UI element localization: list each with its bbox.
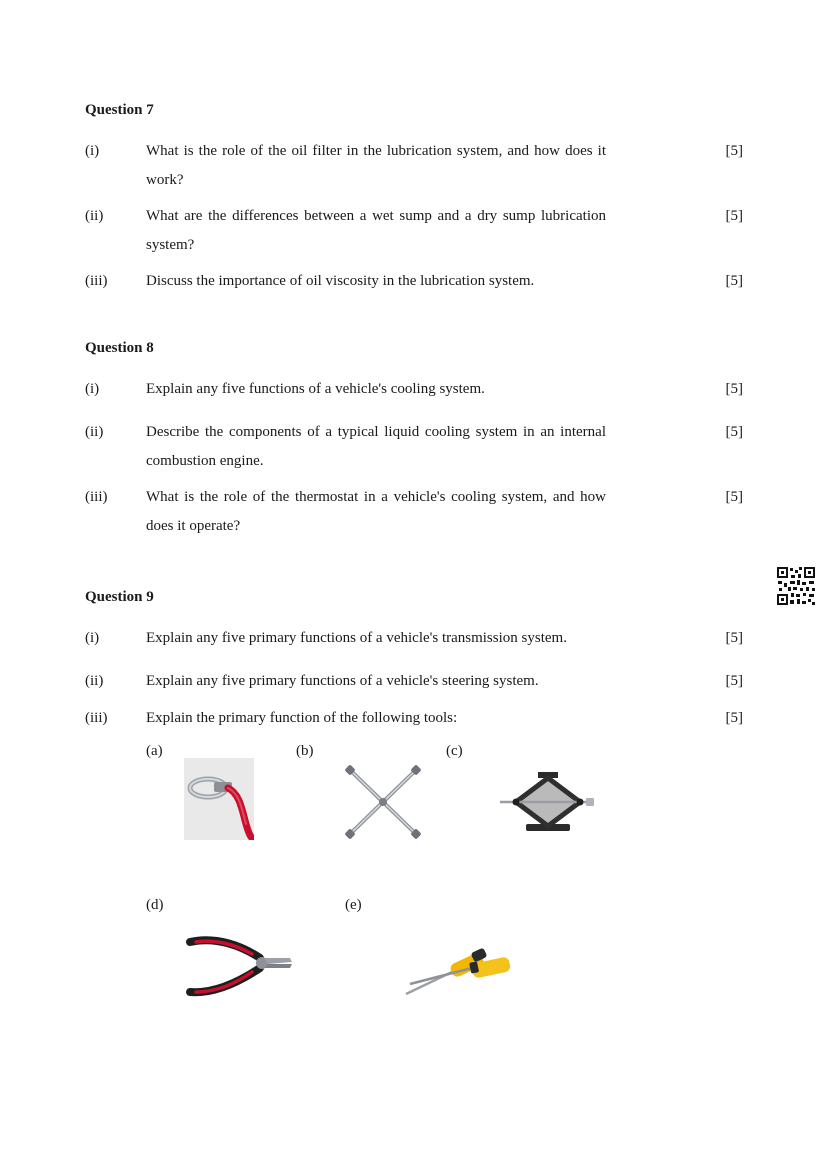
question-7-item-ii [85, 202, 745, 260]
item-text: Explain the primary function of the following tools: [146, 710, 458, 726]
item-number: (iii) [85, 489, 108, 505]
screwdrivers-icon [402, 938, 514, 1000]
tool-label-e: (e) [345, 897, 362, 913]
item-number: (ii) [85, 208, 104, 224]
question-7-heading: Question 7 [85, 102, 154, 118]
question-7-item-i [85, 137, 745, 195]
item-text: Describe the components of a typical liquid cooling system in an internal combustion engine. [146, 424, 606, 469]
item-number: (i) [85, 143, 100, 159]
tool-label-b: (b) [296, 743, 314, 759]
item-marks: [5] [725, 710, 743, 726]
tool-label-d: (d) [146, 897, 164, 913]
item-marks: [5] [725, 630, 743, 646]
qr-code-icon [776, 566, 816, 606]
item-number: (ii) [85, 673, 104, 689]
question-9-item-iii [85, 704, 745, 733]
question-7-section [85, 100, 745, 296]
question-9-item-i [85, 624, 745, 653]
item-number: (iii) [85, 273, 108, 289]
pliers-icon [186, 934, 294, 998]
question-8-section [85, 338, 745, 541]
scissor-jack-icon [500, 770, 596, 832]
item-text: Explain any five functions of a vehicle's cooling system. [146, 381, 485, 397]
item-marks: [5] [725, 208, 743, 224]
item-marks: [5] [725, 381, 743, 397]
item-number: (ii) [85, 424, 104, 440]
question-7-item-iii [85, 267, 745, 296]
item-marks: [5] [725, 143, 743, 159]
item-text: Explain any five primary functions of a vehicle's steering system. [146, 673, 539, 689]
item-marks: [5] [725, 673, 743, 689]
tool-label-a: (a) [146, 743, 163, 759]
item-text: Explain any five primary functions of a vehicle's transmission system. [146, 630, 567, 646]
item-number: (i) [85, 381, 100, 397]
item-text: What is the role of the oil filter in the lubrication system, and how does it work? [146, 143, 606, 188]
tool-label-c: (c) [446, 743, 463, 759]
item-text: What are the differences between a wet sump and a dry sump lubrication system? [146, 208, 606, 253]
item-marks: [5] [725, 424, 743, 440]
item-text: What is the role of the thermostat in a vehicle's cooling system, and how does it operate? [146, 489, 606, 534]
question-8-item-i [85, 375, 745, 404]
cross-wheel-wrench-icon [344, 764, 422, 840]
item-text: Discuss the importance of oil viscosity in the lubrication system. [146, 273, 535, 289]
question-8-item-ii [85, 418, 745, 476]
item-number: (iii) [85, 710, 108, 726]
item-number: (i) [85, 630, 100, 646]
question-9-heading: Question 9 [85, 589, 154, 605]
question-9-section [85, 587, 745, 733]
oil-filter-wrench-icon [184, 758, 254, 840]
item-marks: [5] [725, 489, 743, 505]
question-9-item-ii [85, 667, 745, 696]
question-8-item-iii [85, 483, 745, 541]
question-8-heading: Question 8 [85, 340, 154, 356]
item-marks: [5] [725, 273, 743, 289]
